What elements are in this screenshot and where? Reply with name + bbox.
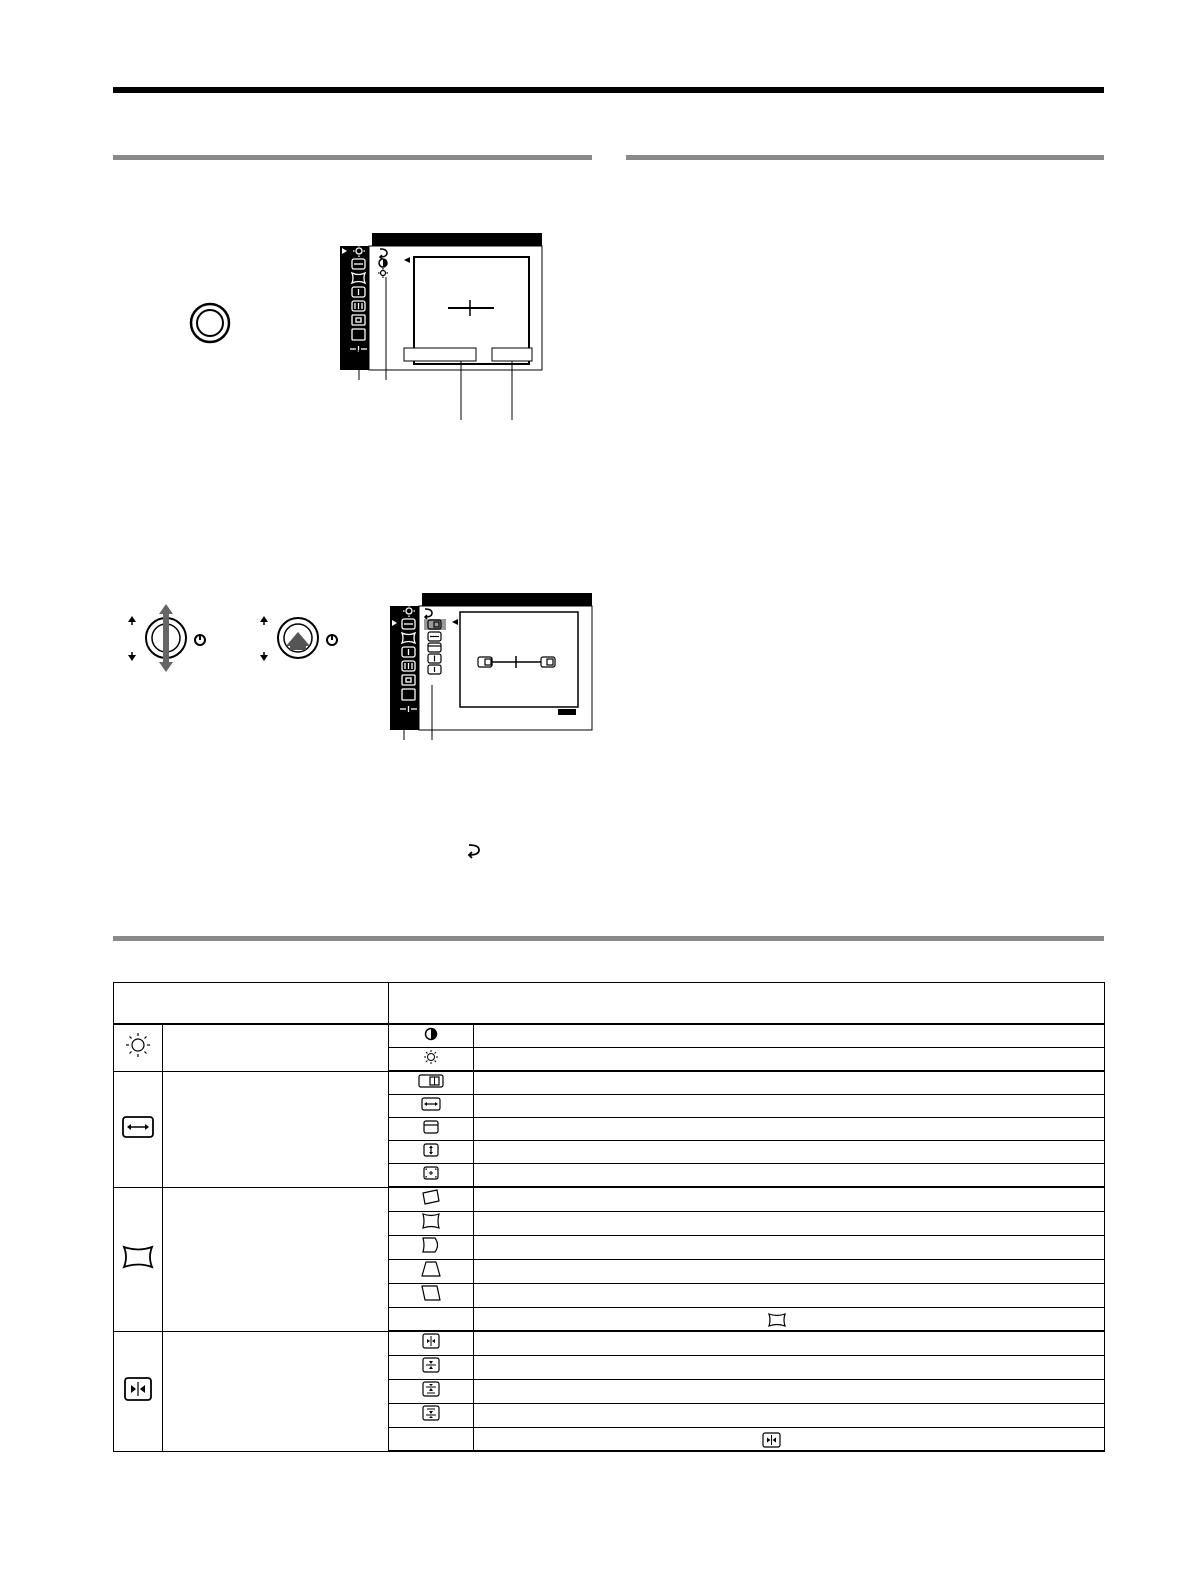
up-arrow-icon: [128, 616, 136, 622]
row-text: [474, 1164, 1105, 1188]
menu-button-figure: [188, 301, 232, 350]
h-center-icon: [417, 1073, 445, 1089]
group-icon-cell: [114, 1187, 163, 1331]
down-arrow-icon: [128, 655, 136, 661]
group-icon-cell: [114, 1331, 163, 1451]
table-row: [114, 1024, 1105, 1048]
table-row: [114, 1071, 1105, 1095]
top-v-convergence-icon: [421, 1380, 441, 1398]
group-label: [163, 1071, 389, 1187]
pincushion-icon: [420, 1212, 442, 1230]
key-balance-icon: [420, 1284, 442, 1302]
row-text: [474, 1380, 1105, 1404]
row-text: [474, 1308, 1105, 1332]
v-convergence-icon: [421, 1356, 441, 1374]
row-text: [474, 1095, 1105, 1118]
rotation-icon: [420, 1188, 442, 1206]
section-rule-left: [113, 155, 592, 160]
group-icon-cell: [114, 1071, 163, 1187]
row-text: [474, 1404, 1105, 1428]
h-size-icon: [420, 1096, 442, 1112]
osd-main-menu-figure: [340, 230, 550, 430]
osd-size-menu-figure: [390, 590, 600, 750]
row-text: [474, 1187, 1105, 1212]
contrast-icon: [424, 1027, 438, 1041]
table-row: [114, 1331, 1105, 1356]
row-text: [474, 1048, 1105, 1072]
zoom-icon: [422, 1165, 440, 1181]
osd-main-menu-diagram: [340, 230, 550, 430]
bottom-v-convergence-icon: [421, 1404, 441, 1422]
group-label: [163, 1024, 389, 1071]
sun-icon: [124, 1031, 152, 1059]
row-text: [474, 1024, 1105, 1048]
osd-size-menu-diagram: [390, 590, 600, 750]
size-position-icon: [121, 1115, 155, 1139]
convergence-icon: [123, 1376, 153, 1402]
row-text: [474, 1260, 1105, 1284]
pin-balance-icon: [420, 1236, 442, 1254]
settings-table: [113, 982, 1105, 1452]
brightness-icon: [422, 1049, 440, 1065]
table-row: [114, 1187, 1105, 1212]
group-icon-cell: [114, 1024, 163, 1071]
row-text: [474, 1428, 1105, 1452]
header-items-cell: [389, 983, 1105, 1025]
header-menu-cell: [114, 983, 389, 1025]
table-header-row: [114, 983, 1105, 1025]
row-text: [474, 1141, 1105, 1164]
section-rule-right: [626, 155, 1104, 160]
top-rule: [113, 87, 1104, 93]
control-button-figure: [118, 600, 363, 680]
group-label: [163, 1187, 389, 1331]
keystone-icon: [420, 1260, 442, 1278]
pincushion-icon: [766, 1312, 788, 1328]
geometry-icon: [121, 1244, 155, 1270]
row-text: [474, 1356, 1105, 1380]
convergence-icon: [761, 1431, 783, 1449]
group-label: [163, 1331, 389, 1451]
h-convergence-icon: [421, 1332, 441, 1350]
row-text: [474, 1071, 1105, 1095]
round-menu-button-icon[interactable]: [188, 301, 232, 345]
section-rule-table: [113, 936, 1104, 941]
row-text: [474, 1284, 1105, 1308]
v-size-icon: [422, 1142, 440, 1158]
control-button-diagram: [118, 600, 363, 680]
v-center-icon: [422, 1119, 440, 1135]
row-text: [474, 1236, 1105, 1260]
row-text: [474, 1118, 1105, 1141]
row-text: [474, 1212, 1105, 1236]
return-icon: [464, 843, 484, 864]
row-text: [474, 1331, 1105, 1356]
